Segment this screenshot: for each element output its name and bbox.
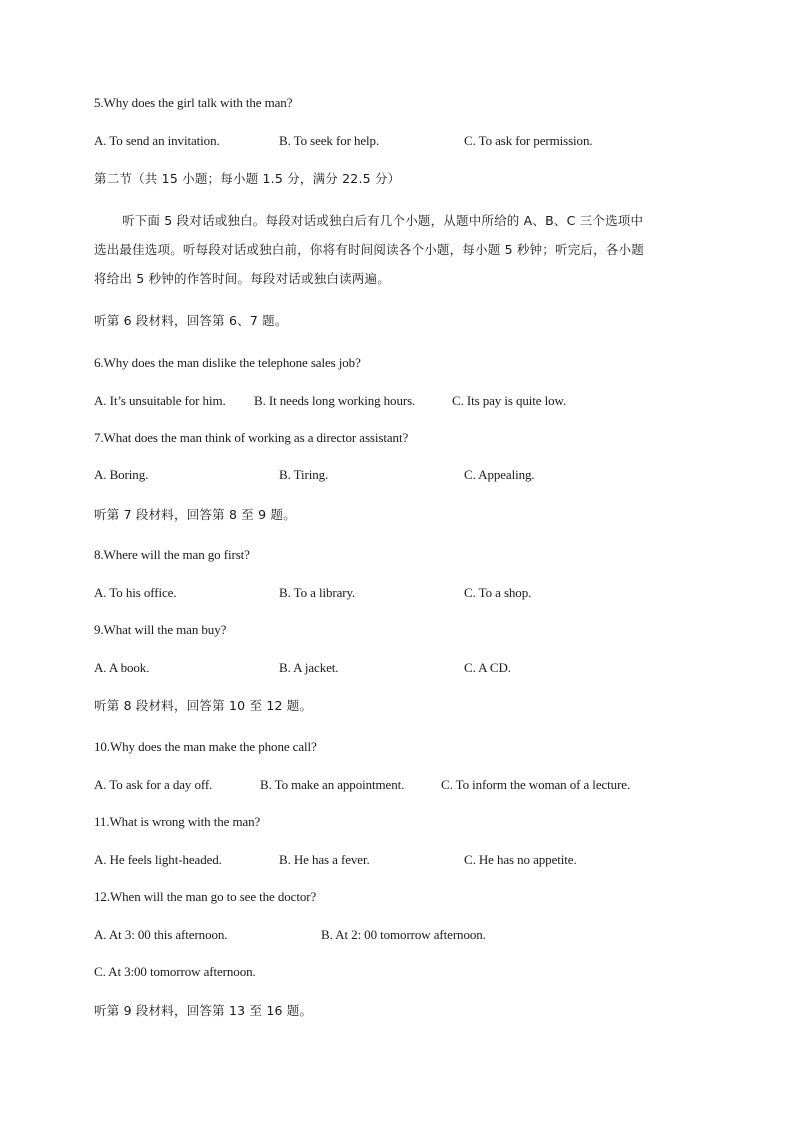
material-7-label: 听第 7 段材料，回答第 8 至 9 题。	[94, 507, 296, 522]
question-10-option-b: B. To make an appointment.	[260, 777, 405, 792]
question-12-option-c: C. At 3:00 tomorrow afternoon.	[94, 964, 256, 979]
question-5-stem: 5.Why does the girl talk with the man?	[94, 95, 293, 110]
question-7-option-b: B. Tiring.	[279, 467, 329, 482]
question-11-option-a: A. He feels light-headed.	[94, 852, 222, 867]
question-5-option-b: B. To seek for help.	[279, 133, 380, 148]
question-8-stem: 8.Where will the man go first?	[94, 547, 250, 562]
question-6-option-a: A. It’s unsuitable for him.	[94, 393, 226, 408]
question-8-option-c: C. To a shop.	[464, 585, 532, 600]
section-2-instruction-line-3: 将给出 5 秒钟的作答时间。每段对话或独白读两遍。	[94, 271, 390, 286]
question-6-stem: 6.Why does the man dislike the telephone sales job?	[94, 355, 361, 370]
question-10-option-a: A. To ask for a day off.	[94, 777, 213, 792]
section-2-instruction-line-2: 选出最佳选项。听每段对话或独白前，你将有时间阅读各个小题，每小题 5 秒钟；听完后，各小题	[94, 242, 644, 257]
question-8-option-b: B. To a library.	[279, 585, 356, 600]
question-7-stem: 7.What does the man think of working as a director assistant?	[94, 430, 409, 445]
material-6-label: 听第 6 段材料，回答第 6、7 题。	[94, 313, 288, 328]
question-11-stem: 11.What is wrong with the man?	[94, 814, 261, 829]
question-11-option-c: C. He has no appetite.	[464, 852, 577, 867]
question-10-option-c: C. To inform the woman of a lecture.	[441, 777, 631, 792]
question-12-stem: 12.When will the man go to see the doctor?	[94, 889, 317, 904]
question-7-option-a: A. Boring.	[94, 467, 149, 482]
section-2-title: 第二节（共 15 小题；每小题 1.5 分，满分 22.5 分）	[94, 171, 401, 186]
question-6-option-b: B. It needs long working hours.	[254, 393, 416, 408]
question-9-stem: 9.What will the man buy?	[94, 622, 227, 637]
question-12-option-b: B. At 2: 00 tomorrow afternoon.	[321, 927, 486, 942]
question-6-option-c: C. Its pay is quite low.	[452, 393, 567, 408]
material-8-label: 听第 8 段材料，回答第 10 至 12 题。	[94, 698, 313, 713]
material-9-label: 听第 9 段材料，回答第 13 至 16 题。	[94, 1003, 313, 1018]
question-8-option-a: A. To his office.	[94, 585, 177, 600]
question-10-stem: 10.Why does the man make the phone call?	[94, 739, 317, 754]
question-9-option-b: B. A jacket.	[279, 660, 339, 675]
question-7-option-c: C. Appealing.	[464, 467, 535, 482]
question-5-option-c: C. To ask for permission.	[464, 133, 593, 148]
question-9-option-a: A. A book.	[94, 660, 150, 675]
question-5-option-a: A. To send an invitation.	[94, 133, 220, 148]
question-11-option-b: B. He has a fever.	[279, 852, 370, 867]
question-12-option-a: A. At 3: 00 this afternoon.	[94, 927, 228, 942]
section-2-instruction-line-1: 听下面 5 段对话或独白。每段对话或独白后有几个小题，从题中所给的 A、B、C 三个选项中	[122, 213, 644, 228]
question-9-option-c: C. A CD.	[464, 660, 511, 675]
